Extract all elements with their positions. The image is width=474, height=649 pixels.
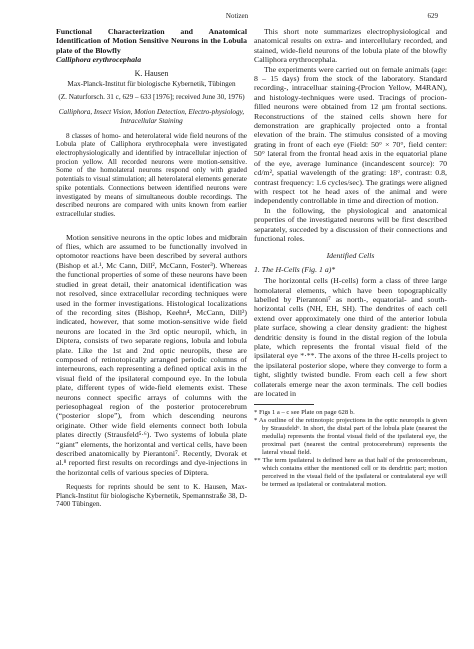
body-paragraph-left: Motion sensitive neurons in the optic lobes and midbrain of flies, which are assumed to be functionally involved in optomotor reactions have been described by several authors (Bishop et al.¹, Mc Cann, Dill², McCann, Foster³). Whereas the functional properties of some of these neurons have been studied in great detail, their anatomical identification was not resolved, since extracellular recording techniques were used in the former investigations. Histological localizations of the recording sites (Bishop, Keehn⁴, McCann, Dill²) indicated, however, that some motion-sensitive wide field neurons are located in the 3rd optic neuropil, which, in Diptera, consists of two separate regions, lobula and lobula plate. Like the 1st and 2nd optic neuropils, these are composed of retinotopically arranged periodic columns of interneurons, each representing a defined optical axis in the visual field of the ipsilateral compound eye. In the lobula plate, different types of wide-field elements exist. These neurons connect specific arrays of columns with the periesophageal region of the posterior protocerebrum (“posterior slope”), from which descending neurons originate. Other wide field elements connect both lobula plates directly (Strausfeld⁵·⁶). Two systems of lobula plate “giant” elements, the horizontal and vertical cells, have been described anatomically by Pierantoni⁷. Recently, Dvorak et al.⁸ reported first results on recordings and dye-injections in the horizontal cells of various species of Diptera.	[56, 232, 247, 477]
reprint-request: Requests for reprints should be sent to K. Hausen, Max-Planck-Institut für biologische Kybernetik, Spemannstraße 38, D-7400 Tübingen.	[56, 483, 247, 509]
right-column	[254, 27, 447, 489]
footnote-3: ** The term ipsilateral is defined here as that half of the protocerebrum, which contains either the mentioned cell or its dendritic part; motion perceived in the visual field of the ipsilateral or contralateral eye will be termed as ipsilateral or contralateral motion.	[254, 457, 447, 489]
keywords-text: Calliphora, Insect Vision, Motion Detection, Electro-physiology, Intracellular Staining	[58, 107, 245, 125]
left-column	[56, 27, 247, 509]
page-number: 629	[427, 12, 438, 20]
citation: (Z. Naturforsch. 31 c, 629 – 633 [1976]; received June 30, 1976)	[58, 92, 245, 101]
section-heading: Identified Cells	[326, 251, 375, 261]
footnote-1: * Figs 1 a – c see Plate on page 628 b.	[254, 409, 355, 417]
footnote-divider	[254, 404, 314, 405]
keywords	[56, 108, 247, 126]
journal-section: Notizen	[225, 12, 249, 20]
author: K. Hausen	[134, 68, 169, 78]
affiliation: Max-Planck-Institut für biologische Kybernetik, Tübingen	[67, 79, 236, 88]
footnote-2: * As outline of the retinotopic projections in the optic neuropils is given by Strausfeld⁶. In short, the distal part of the lobula plate (nearest the medulla) represents the frontal visual field of the ipsilateral eye, the proximal part (nearest the central protocerebrum) represents the lateral visual field.	[254, 417, 447, 457]
body-paragraph-4: The horizontal cells (H-cells) form a class of three large homolateral elements, which have been topographically labelled by Pierantoni⁷ as north-, equatorial- and south-horizontal cells (NH, EH, SH). The dendrites of each cell extend over approximately one third of the anterior lobula plate surface, showing a clear density gradient: the highest dendritic density is found in the distal region of the lobula plate, which represents the frontal visual field of the ipsilateral eye *·**. The axons of the three H-cells project to the ipsilateral posterior slope, where they converge to form a tight, slightly twisted bundle. From each cell a few short collaterals emerge near the axon terminals. The cell bodies are located in	[254, 276, 447, 399]
body-paragraph-2: The experiments were carried out on female animals (age: 8 – 15 days) from the stock of the laboratory. Standard recording-, intracelluar staining-(Procion Yellow, M4RAN), and histology-techniques were used. Tracings of procion-filled neurons were obtained from 12 μm frontal sections. Reconstructions of the stained cells shown here for demonstration are graphically projected onto a frontal elevation of the brain. The stimulus consisted of a moving grating in front of each eye (Field: 50° × 70°, field center: 50° lateral from the frontal head axis in the equatorial plane of the eye, average luminance (incandescent source): 70 cd/m², spatial wavelength of the grating: 18°, contrast: 0.8, contrast frequency: 1.6 cycles/sec). The gratings were aligned with respect tot he head axes of the animal and were independently controllable in time and direction of motion.	[254, 64, 447, 206]
title-text: Functional Characterization and Anatomical Identification of Motion Sensitive Neurons in the Lobula plate of the Blowfly	[56, 27, 247, 55]
body-paragraph-3: In the following, the physiological and anatomical properties of the investigated neurons will be first described separately, succeded by a discussion of their connections and functional roles.	[254, 205, 447, 243]
body-paragraph-1: This short note summarizes electrophysiological and anatomical results on extra- and intercellulary recorded, and stained, wide-field neurons of the lobula plate of the blowfly Calliphora erythrocephala.	[254, 27, 447, 65]
abstract: 8 classes of homo- and heterolateral wide field neurons of the Lobula plate of Calliphora erythrocephala were investigated electrophysiologically and identified by intracellular injection of procion yellow. All recorded neurons were motion-sensitive. Some of the homolateral neurons respond only with graded potentials to visual stimulation; all heterolateral elements generate spike potentials. Connections between identified neurons were investigated by means of simultaneous double recordings. The described neurons are compared with units known from earlier extracellular studies.	[56, 131, 247, 218]
article-title	[56, 27, 247, 65]
running-head	[0, 12, 474, 24]
subsection-heading: 1. The H-Cells (Fig. 1 a)*	[254, 264, 336, 274]
title-species: Calliphora erythrocephala	[56, 55, 142, 65]
